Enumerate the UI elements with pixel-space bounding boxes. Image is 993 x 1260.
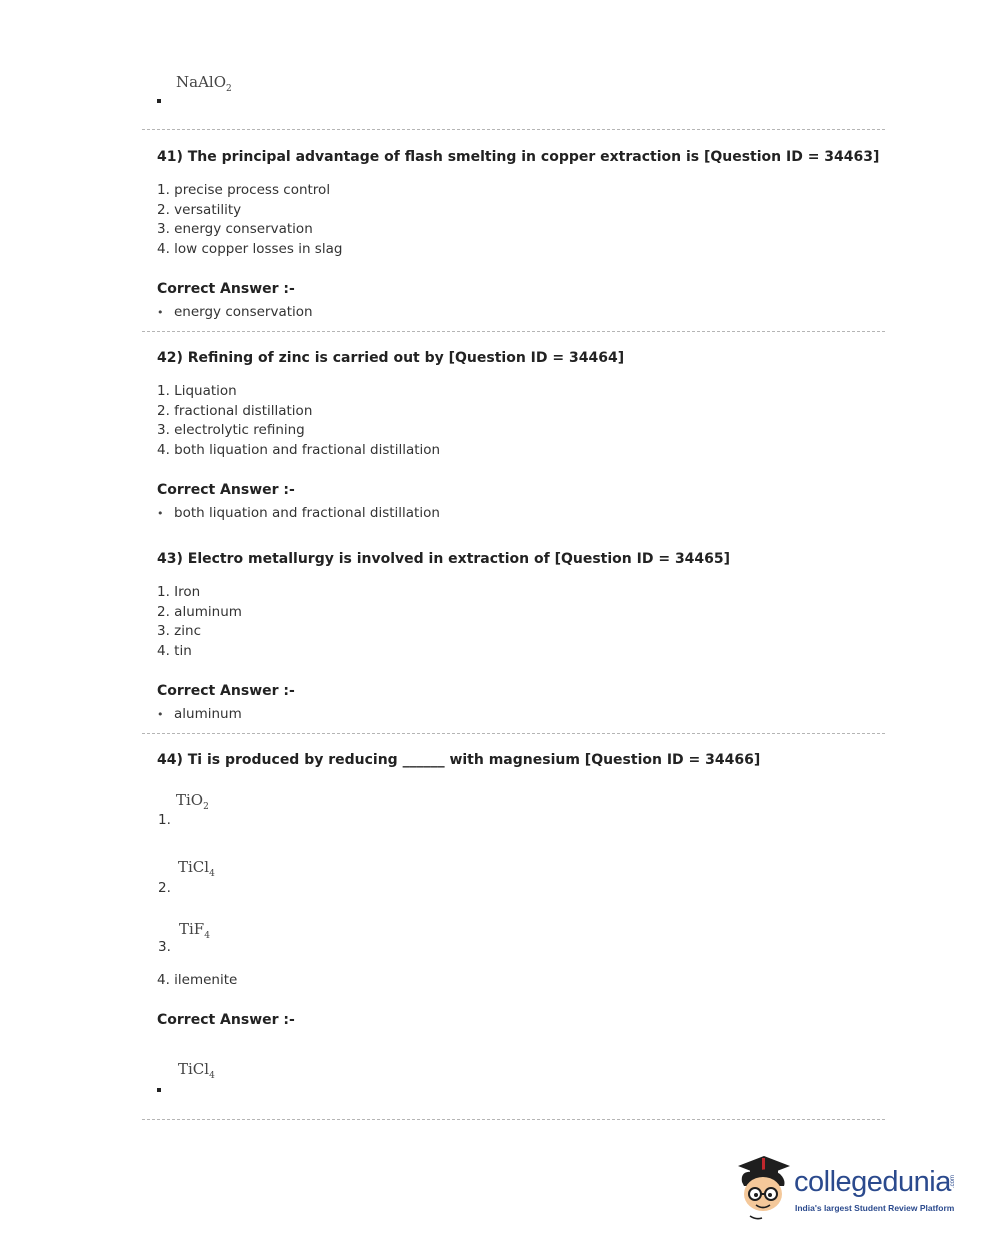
option: 4. low copper losses in slag [157, 240, 343, 257]
option-formula: TiCl$_4$ [178, 858, 215, 879]
option: 1. precise process control [157, 182, 331, 198]
correct-answer-label: Correct Answer :- [157, 281, 295, 297]
option-formula: TiO$_2$ [176, 791, 209, 812]
option: 4. ilemenite [157, 972, 238, 988]
correct-answer: • both liquation and fractional distillation [157, 505, 440, 521]
brand-tagline: India's largest Student Review Platform [795, 1203, 955, 1213]
option: 2. aluminum [157, 603, 242, 620]
option: 4. both liquation and fractional distillation [157, 441, 441, 458]
correct-answer: • aluminum [157, 706, 242, 722]
correct-answer: • energy conservation [157, 304, 313, 320]
question-title: 43) Electro metallurgy is involved in extraction of [Question ID = 34465] [157, 551, 731, 567]
correct-answer-formula: TiCl$_4$ [178, 1060, 215, 1081]
options-list [157, 181, 342, 259]
option-number: 1. [158, 812, 171, 828]
brand-domain: .com [950, 1175, 956, 1189]
question-title: 42) Refining of zinc is carried out by [Question ID = 34464] [157, 350, 625, 366]
question-title: 44) Ti is produced by reducing ______ with magnesium [Question ID = 34466] [157, 752, 761, 768]
option: 3. zinc [157, 623, 201, 639]
formula-text: NaAlO$_2$ [176, 73, 232, 94]
divider [142, 1119, 885, 1120]
options-list [157, 583, 242, 661]
option: 1. Iron [157, 584, 201, 600]
correct-answer-label: Correct Answer :- [157, 683, 295, 699]
option: 3. energy conservation [157, 221, 313, 237]
bullet-marker [157, 99, 161, 103]
option-number: 3. [158, 939, 171, 955]
option: 4. tin [157, 642, 192, 659]
options-list [157, 382, 440, 460]
option-number: 2. [158, 880, 171, 896]
option-formula: TiF$_4$ [179, 920, 210, 941]
option: 3. electrolytic refining [157, 422, 305, 438]
correct-answer-label: Correct Answer :- [157, 1012, 295, 1028]
correct-answer-label: Correct Answer :- [157, 482, 295, 498]
bullet-marker [157, 1088, 161, 1092]
divider [142, 733, 885, 734]
brand-name: collegedunia [794, 1166, 951, 1198]
divider [142, 331, 885, 332]
option: 2. fractional distillation [157, 402, 313, 419]
option: 1. Liquation [157, 383, 237, 399]
mascot-logo-icon [734, 1152, 792, 1222]
divider [142, 129, 885, 130]
option: 2. versatility [157, 201, 242, 218]
question-title: 41) The principal advantage of flash smelting in copper extraction is [Question ID = 34463] [157, 149, 880, 165]
